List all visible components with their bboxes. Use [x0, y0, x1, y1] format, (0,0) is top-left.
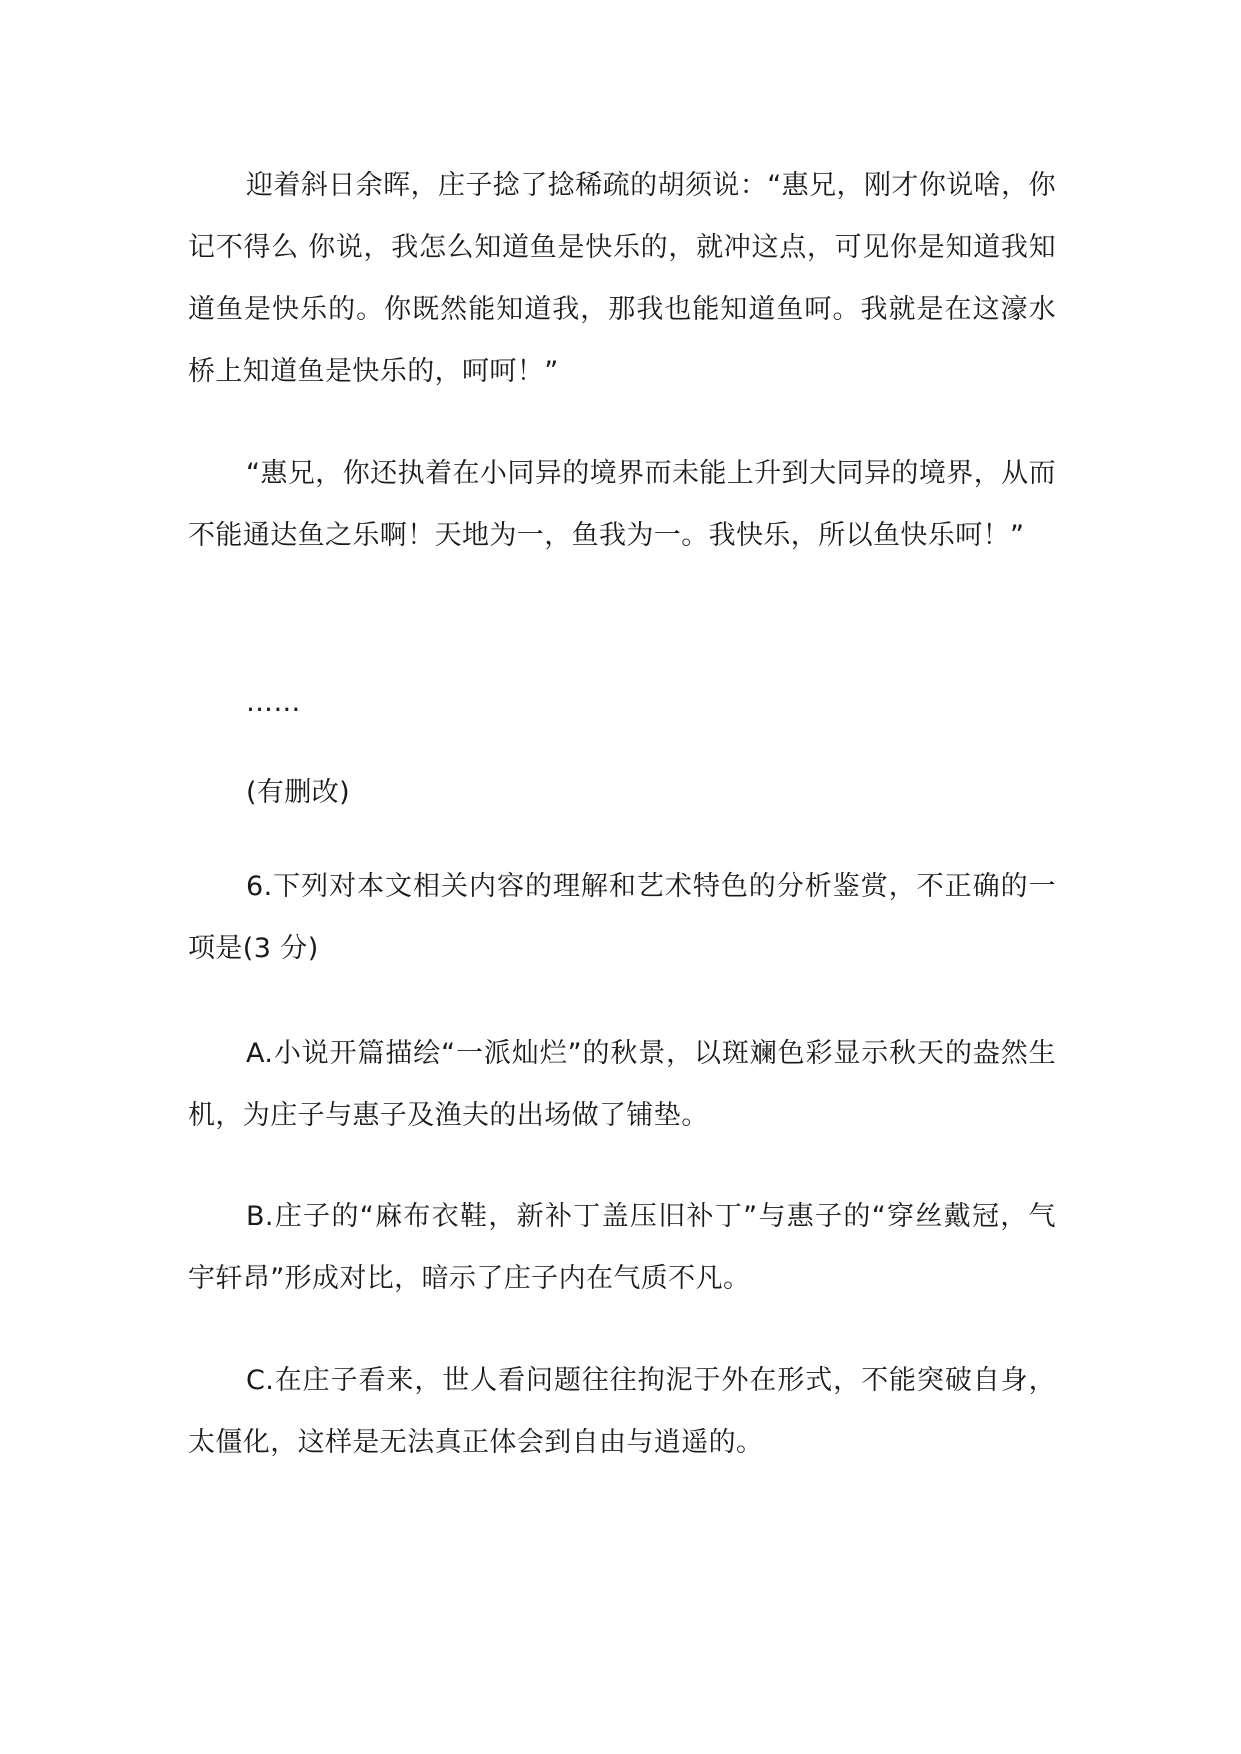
option-c: C.在庄子看来，世人看问题往往拘泥于外在形式，不能突破自身，太僵化，这样是无法真正体会到自由与逍遥的。 — [188, 1365, 1056, 1458]
option-a: A.小说开篇描绘“一派灿烂”的秋景，以斑斓色彩显示秋天的盎然生机，为庄子与惠子及渔夫的出场做了铺垫。 — [188, 1038, 1056, 1131]
ellipsis-paragraph: …… — [246, 687, 301, 718]
abridged-note: (有删改) — [246, 777, 351, 808]
option-b: B.庄子的“麻布衣鞋，新补丁盖压旧补丁”与惠子的“穿丝戴冠，气宇轩昂”形成对比，暗示了庄子内在气质不凡。 — [188, 1201, 1056, 1294]
story-paragraph-zhuangzi-speech: 迎着斜日余晖，庄子捻了捻稀疏的胡须说：“惠兄，刚才你说啥，你记不得么 你说，我怎么知道鱼是快乐的，就冲这点，可见你是知道我知道鱼是快乐的。你既然能知道我，那我也能知道鱼呵。我就是在这濠水桥上知道鱼是快乐的，呵呵！” — [188, 170, 1056, 387]
question-6-stem: 6.下列对本文相关内容的理解和艺术特色的分析鉴赏，不正确的一项是(3 分) — [188, 871, 1056, 964]
story-paragraph-huixiong: “惠兄，你还执着在小同异的境界而未能上升到大同异的境界，从而不能通达鱼之乐啊！天地为一，鱼我为一。我快乐，所以鱼快乐呵！” — [188, 458, 1056, 551]
